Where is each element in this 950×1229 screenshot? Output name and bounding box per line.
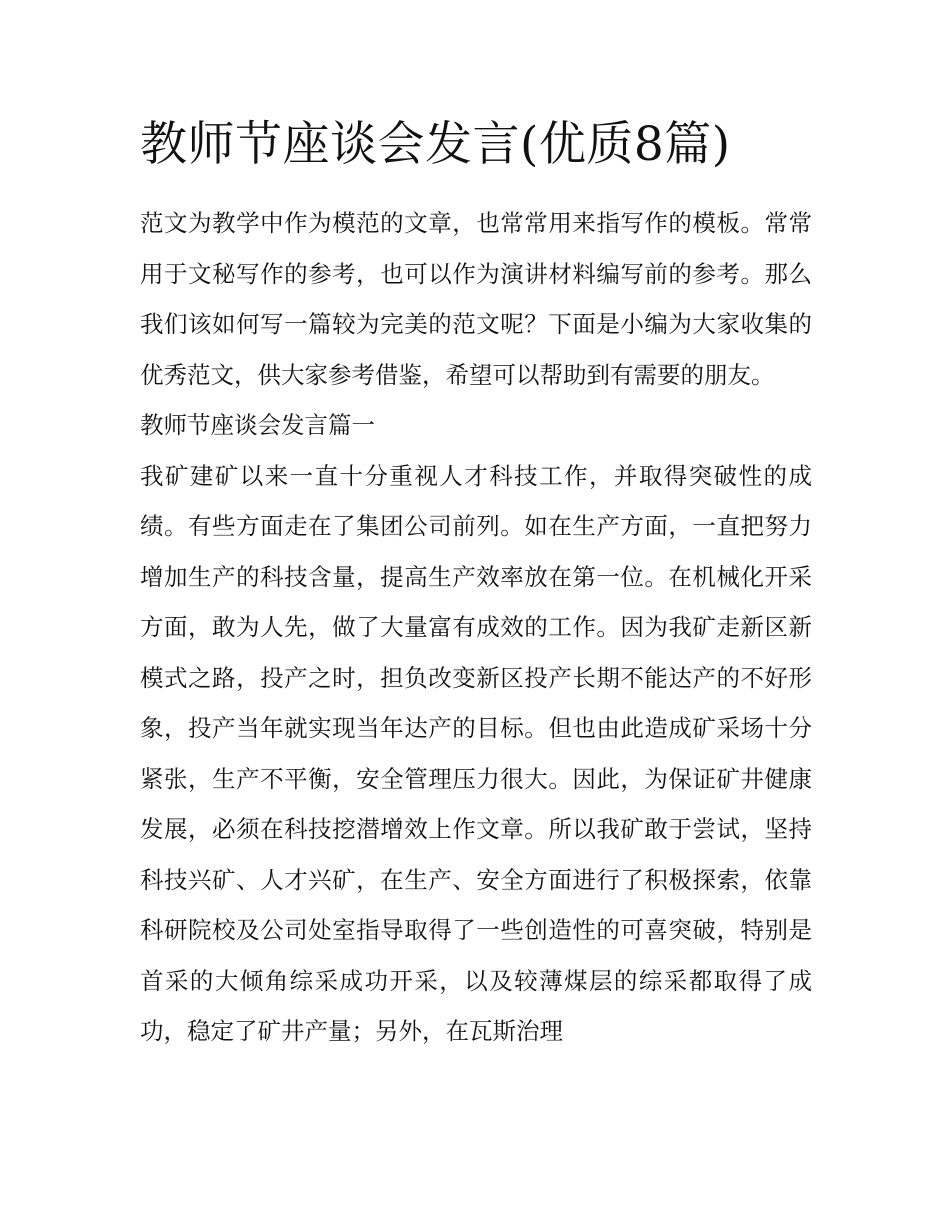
section-heading: 教师节座谈会发言篇一 — [140, 411, 375, 439]
section-paragraph: 我矿建矿以来一直十分重视人才科技工作，并取得突破性的成绩。有些方面走在了集团公司前列。如在生产方面，一直把努力增加生产的科技含量，提高生产效率放在第一位。在机械化开采方面，敢为人先，做了大量富有成效的工作。因为我矿走新区新模式之路，投产之时，担负改变新区投产长期不能达产的不好形象，投产当年就实现当年达产的目标。但也由此造成矿采场十分紧张，生产不平衡，安全管理压力很大。因此，为保证矿井健康发展，必须在科技挖潜增效上作文章。所以我矿敢于尝试，坚持科技兴矿、人才兴矿，在生产、安全方面进行了积极探索，依靠科研院校及公司处室指导取得了一些创造性的可喜突破，特别是首采的大倾角综采成功开采，以及较薄煤层的综采都取得了成功，稳定了矿井产量；另外，在瓦斯治理 — [140, 461, 812, 1045]
document-body — [140, 198, 812, 1057]
intro-paragraph: 范文为教学中作为模范的文章，也常常用来指写作的模板。常常用于文秘写作的参考，也可以作为演讲材料编写前的参考。那么我们该如何写一篇较为完美的范文呢？下面是小编为大家收集的优秀范文，供大家参考借鉴，希望可以帮助到有需要的朋友。 — [140, 209, 812, 389]
document-title: 教师节座谈会发言(优质8篇) — [140, 117, 731, 172]
